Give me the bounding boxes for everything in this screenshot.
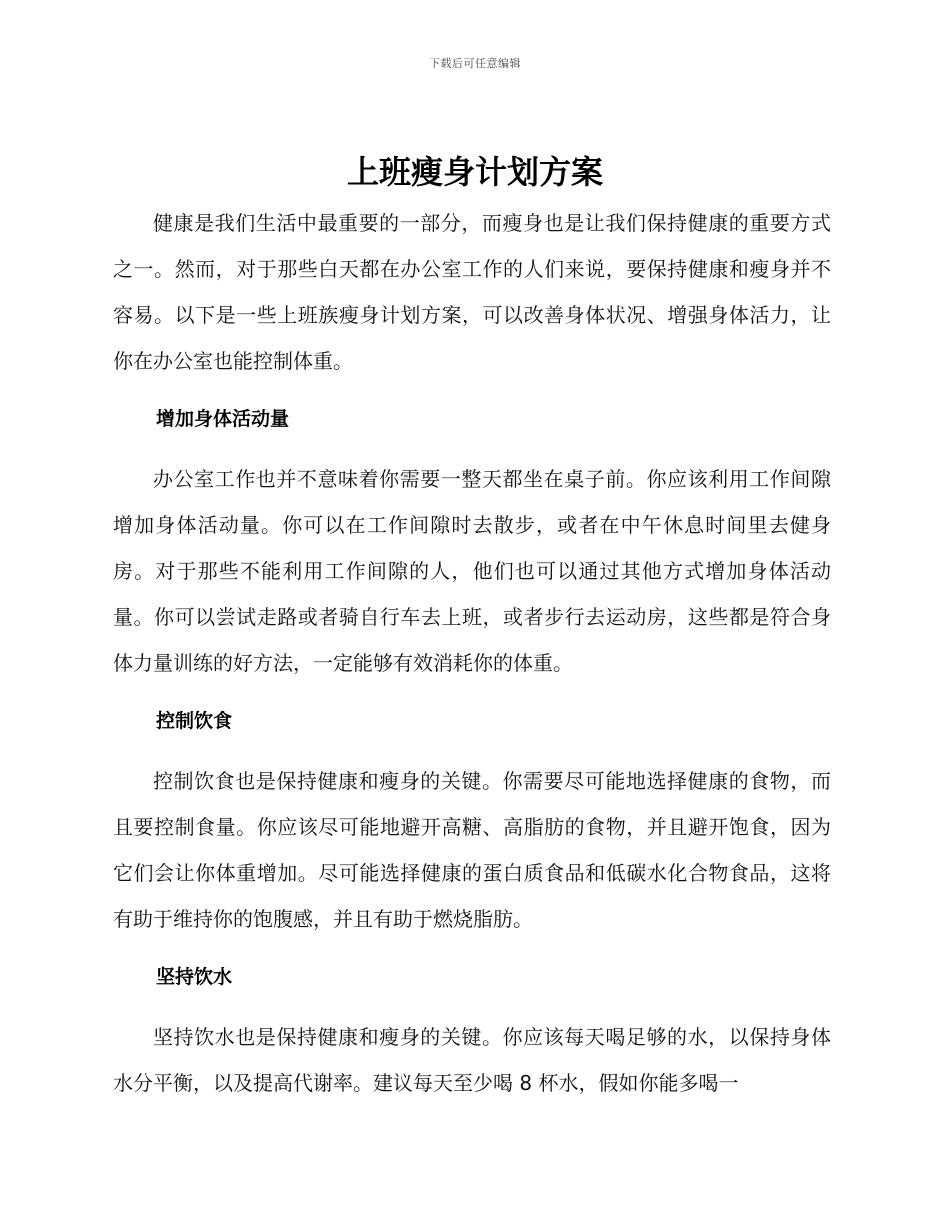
document-title: 上班瘦身计划方案 [346,153,603,191]
section-heading-diet: 控制饮食 [156,710,233,732]
spacer [113,744,831,758]
section-body-activity: 办公室工作也并不意味着你需要一整天都坐在桌子前。你应该利用工作间隙增加身体活动量。你可以在工作间隙时去散步，或者在中午休息时间里去健身房。对于那些不能利用工作间隙的人，他们也可以通过其他方式增加身体活动量。你可以尝试走路或者骑自行车去上班，或者步行去运动房，这些都是符合身体力量训练的好方法，一定能够有效消耗你的体重。 [113,467,831,675]
section-body-diet: 控制饮食也是保持健康和瘦身的关键。你需要尽可能地选择健康的食物，而且要控制食量。你应该尽可能地避开高糖、高脂肪的食物，并且避开饱食，因为它们会让你体重增加。尽可能选择健康的蛋白质食品和低碳水化合物食品，这将有助于维持你的饱腹感，并且有助于燃烧脂肪。 [113,769,831,931]
document-body [113,200,831,1106]
intro-paragraph: 健康是我们生活中最重要的一部分，而瘦身也是让我们保持健康的重要方式之一。然而，对于那些白天都在办公室工作的人们来说，要保持健康和瘦身并不容易。以下是一些上班族瘦身计划方案，可以改善身体状况、增强身体活力，让你在办公室也能控制体重。 [113,211,831,373]
section-heading-activity: 增加身体活动量 [156,408,290,430]
spacer [113,442,831,456]
spacer [113,384,831,396]
section-body-water: 坚持饮水也是保持健康和瘦身的关键。你应该每天喝足够的水，以保持身体水分平衡，以及提高代谢率。建议每天至少喝 8 杯水，假如你能多喝一 [113,1025,831,1095]
section-heading-water: 坚持饮水 [156,966,233,988]
spacer [113,1000,831,1014]
spacer [113,942,831,954]
spacer [113,686,831,698]
header-note: 下载后可任意编辑 [429,57,521,70]
